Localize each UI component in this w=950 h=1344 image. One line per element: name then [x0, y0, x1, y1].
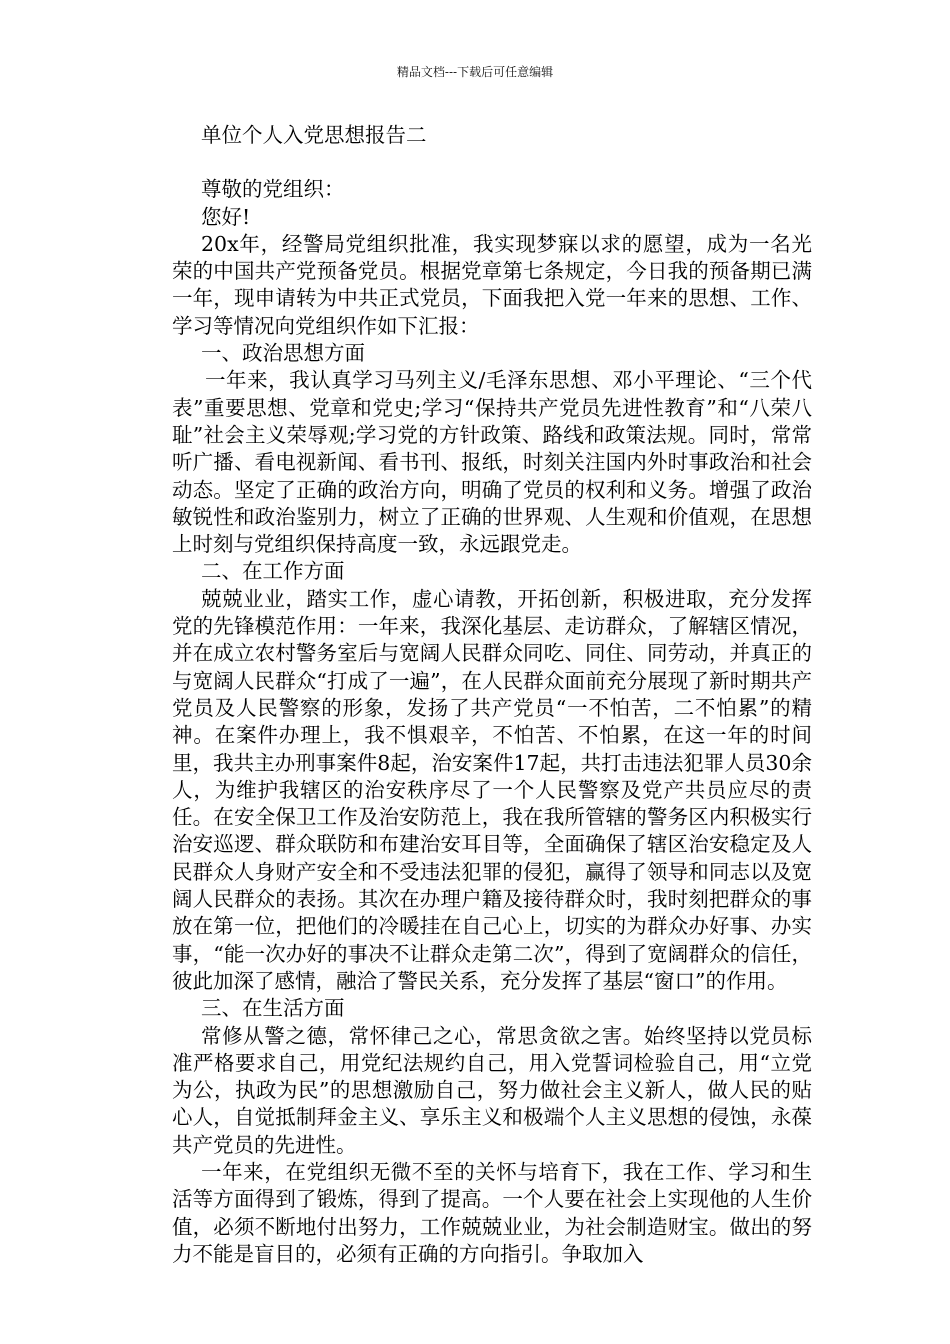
section-heading-life: 三、在生活方面	[201, 996, 345, 1021]
closing-paragraph: 一年来，在党组织无微不至的关怀与培育下，我在工作、学习和生活等方面得到了锻炼，得到了提高。一个人要在社会上实现他的人生价值，必须不断地付出努力，工作兢兢业业，为社会制造财宝。做出的努力不能是盲目的，必须有正确的方向指引。争取加入	[172, 1159, 812, 1266]
greeting: 您好!	[201, 204, 251, 229]
section-body-politics: 一年来，我认真学习马列主义/毛泽东思想、邓小平理论、“三个代表”重要思想、党章和党史;学习“保持共产党员先进性教育”和“八荣八耻”社会主义荣辱观;学习党的方针政策、路线和政策法规。同时，常常听广播、看电视新闻、看书刊、报纸，时刻关注国内外时事政治和社会动态。坚定了正确的政治方向，明确了党员的权利和义务。增强了政治敏锐性和政治鉴别力，树立了正确的世界观、人生观和价值观，在思想上时刻与党组织保持高度一致，永远跟党走。	[172, 368, 812, 557]
section-heading-work: 二、在工作方面	[201, 559, 345, 584]
intro-paragraph: 20x年，经警局党组织批准，我实现梦寐以求的愿望，成为一名光荣的中国共产党预备党员。根据党章第七条规定，今日我的预备期已满一年，现申请转为中共正式党员，下面我把入党一年来的思想、工作、学习等情况向党组织作如下汇报：	[172, 231, 812, 338]
salutation: 尊敬的党组织：	[201, 177, 345, 202]
document-title: 单位个人入党思想报告二	[201, 123, 427, 147]
section-body-life: 常修从警之德，常怀律己之心，常思贪欲之害。始终坚持以党员标准严格要求自己，用党纪法规约自己，用入党誓词检验自己，用“立党为公，执政为民”的思想激励自己，努力做社会主义新人，做人民的贴心人，自觉抵制拜金主义、享乐主义和极端个人主义思想的侵蚀，永葆共产党员的先进性。	[172, 1023, 812, 1157]
section-heading-politics: 一、政治思想方面	[201, 341, 365, 366]
document-body	[172, 122, 812, 1268]
section-body-work: 兢兢业业，踏实工作，虚心请教，开拓创新，积极进取，充分发挥党的先锋模范作用：一年来，我深化基层、走访群众，了解辖区情况，并在成立农村警务室后与宽阔人民群众同吃、同住、同劳动，并真正的与宽阔人民群众“打成了一遍”，在人民群众面前充分展现了新时期共产党员及人民警察的形象，发扬了共产党员“一不怕苦，二不怕累”的精神。在案件办理上，我不惧艰辛，不怕苦、不怕累，在这一年的时间里，我共主办刑事案件8起，治安案件17起，共打击违法犯罪人员30余人，为维护我辖区的治安秩序尽了一个人民警察及党产共员应尽的责任。在安全保卫工作及治安防范上，我在我所管辖的警务区内积极实行治安巡逻、群众联防和布建治安耳目等，全面确保了辖区治安稳定及人民群众人身财产安全和不受违法犯罪的侵犯，赢得了领导和同志以及宽阔人民群众的表扬。其次在办理户籍及接待群众时，我时刻把群众的事放在第一位，把他们的冷暖挂在自己心上，切实的为群众办好事、办实事，“能一次办好的事决不让群众走第二次”，得到了宽阔群众的信任，彼此加深了感情，融洽了警民关系，充分发挥了基层“窗口”的作用。	[172, 586, 812, 993]
page-header: 精品文档---下载后可任意编辑	[396, 65, 554, 79]
